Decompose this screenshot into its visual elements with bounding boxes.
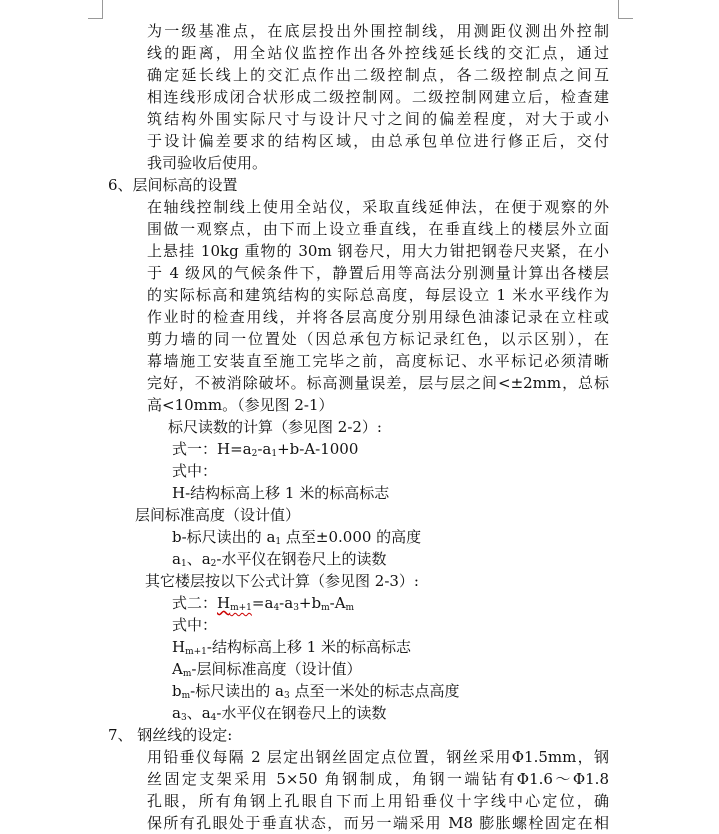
paragraph-line: 相连线形成闭合状形成二级控制网。二级控制网建立后，检查建 xyxy=(147,88,609,106)
formula-two: 式二：$H_{m+1}=a_4-a_3+b_m-A_m$ xyxy=(172,594,355,613)
where-label: 式中： xyxy=(172,616,218,634)
definition-standard-height: 层间标准高度（设计值） xyxy=(135,506,301,524)
calc-title: 标尺读数的计算（参见图 2-2）: xyxy=(168,418,382,436)
paragraph-line: 用铅垂仪每隔 2 层定出钢丝固定点位置，钢丝采用Φ1.5mm，钢 xyxy=(147,748,609,766)
paragraph-line: 的实际标高和建筑结构的实际总高度，每层设立 1 米水平线作为 xyxy=(147,286,609,304)
definition-a1-a2: $a_1$、$a_2-$水平仪在钢卷尺上的读数 xyxy=(172,550,387,569)
paragraph-line: 剪力墙的同一位置处（因总承包方标记录红色，以示区别），在 xyxy=(147,330,609,348)
other-floors-intro: 其它楼层按以下公式计算（参见图 2-3）: xyxy=(145,572,419,590)
section-heading-7: 7、 钢丝线的设定: xyxy=(108,726,233,744)
paragraph-line: 丝固定支架采用 5×50 角钢制成，角钢一端钻有Φ1.6～Φ1.8 xyxy=(147,770,609,788)
paragraph-line: 于 4 级风的气候条件下，静置后用等高法分别测量计算出各楼层 xyxy=(147,264,609,282)
paragraph-line: 完好，不被消除破坏。标高测量误差，层与层之间<±2mm，总标 xyxy=(147,374,609,392)
page-corner-mark-left xyxy=(88,0,103,19)
section-heading-6: 6、层间标高的设置 xyxy=(108,176,238,194)
paragraph-line: 为一级基准点，在底层投出外围控制线，用测距仪测出外控制 xyxy=(147,22,609,40)
definition-a3-a4: $a_3$、$a_4-$水平仪在钢卷尺上的读数 xyxy=(172,704,387,723)
paragraph-line: 围做一观察点，由下而上设立垂直线，在垂直线上的楼层外立面 xyxy=(147,220,609,238)
where-label: 式中： xyxy=(172,462,218,480)
paragraph-line: 孔眼，所有角钢上孔眼自下而上用铅垂仪十字线中心定位，确 xyxy=(147,792,609,810)
paragraph-line: 上悬挂 10kg 重物的 30m 钢卷尺，用大力钳把钢卷尺夹紧，在小 xyxy=(147,242,609,260)
paragraph-line: 确定延长线上的交汇点作出二级控制点，各二级控制点之间互 xyxy=(147,66,609,84)
paragraph-line: 高<10mm。（参见图 2-1） xyxy=(147,396,334,414)
paragraph-line: 筑结构外围实际尺寸与设计尺寸之间的偏差程度，对大于或小 xyxy=(147,110,609,128)
definition-hm: $H_{m+1}-$结构标高上移 1 米的标高标志 xyxy=(172,638,412,657)
paragraph-line: 线的距离，用全站仪监控作出各外控线延长线的交汇点，通过 xyxy=(147,44,609,62)
formula-one: 式一：$H=a_2-a_1+b-A-1000$ xyxy=(172,440,359,459)
paragraph-line: 作业时的检查用线，并将各层高度分别用绿色油漆记录在立柱或 xyxy=(147,308,609,326)
definition-b: b-标尺读出的 $a_1$ 点至±0.000 的高度 xyxy=(172,528,422,547)
paragraph-line: 保所有孔眼处于垂直状态，而另一端采用 M8 膨胀螺栓固定在相 xyxy=(147,814,609,832)
definition-am: $A_m-$层间标准高度（设计值） xyxy=(172,660,362,679)
paragraph-line: 我司验收后使用。 xyxy=(147,154,268,172)
page-corner-mark-right xyxy=(618,0,633,19)
definition-bm: $b_m-$标尺读出的 $a_3$ 点至一米处的标志点高度 xyxy=(172,682,460,701)
definition-h: H-结构标高上移 1 米的标高标志 xyxy=(172,484,390,502)
paragraph-line: 幕墙施工安装直至施工完毕之前，高度标记、水平标记必须清晰 xyxy=(147,352,609,370)
paragraph-line: 在轴线控制线上使用全站仪，采取直线延伸法，在便于观察的外 xyxy=(147,198,609,216)
paragraph-line: 于设计偏差要求的结构区域，由总承包单位进行修正后，交付 xyxy=(147,132,609,150)
